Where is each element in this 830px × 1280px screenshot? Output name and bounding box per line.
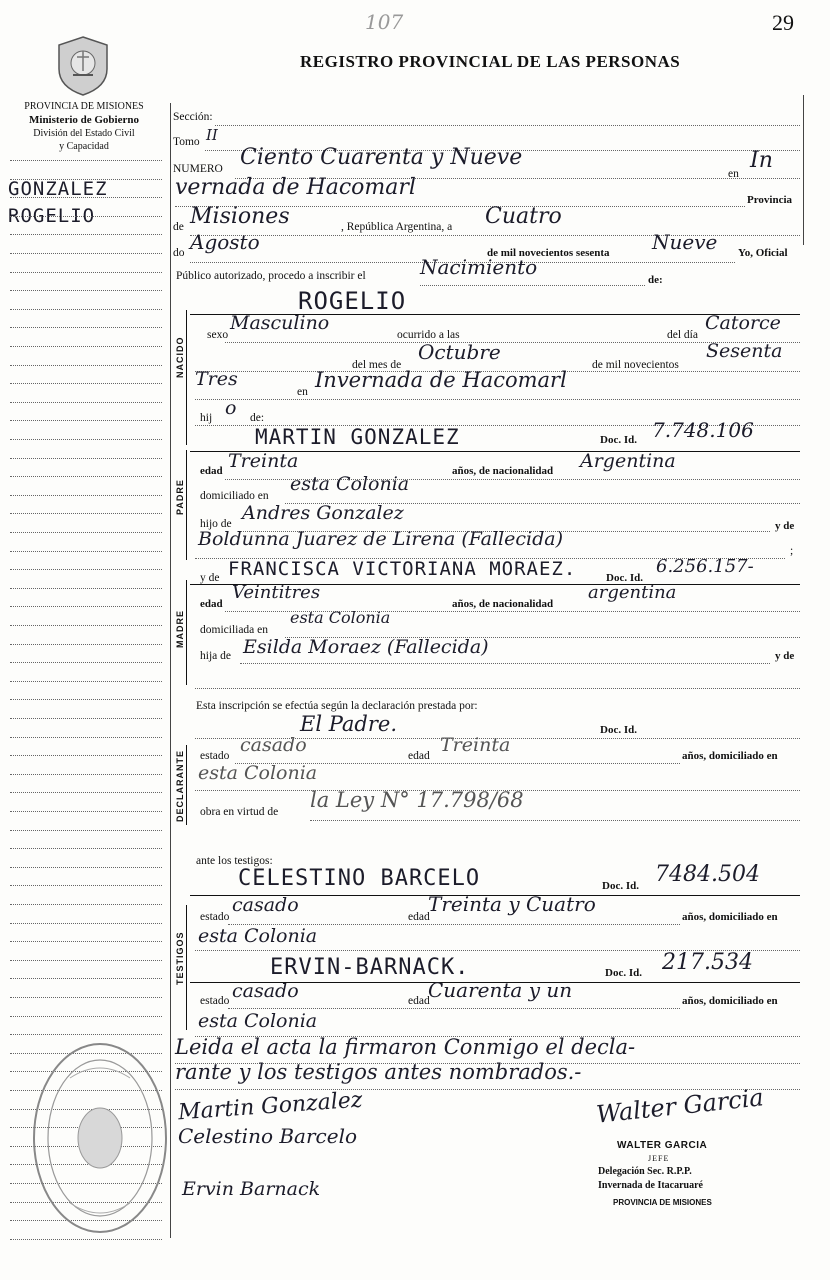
margin-rule [10,848,162,849]
stamp-line-2: JEFE [648,1154,670,1163]
dia-nac-value: Catorce [705,312,781,334]
madre-domicilio-label: domiciliada en [200,624,269,636]
decl-obra-label: obra en virtud de [200,806,279,818]
margin-rule [10,774,162,775]
signature-testigo1: Celestino Barcelo [178,1124,358,1148]
numero-continued: vernada de Hacomarl [175,175,416,200]
testigo1-estado-label: estado [200,911,230,923]
padre-nacionalidad-label: años, de nacionalidad [452,465,554,477]
tomo-value: II [206,126,218,144]
numero-label: NUMERO [173,163,223,175]
anio-nac-1-value: Sesenta [706,340,783,362]
padre-hijo-de-label: hijo de [200,518,232,530]
madre-doc-value: 6.256.157- [656,556,754,577]
margin-rule [10,476,162,477]
lugar-nac-value: Invernada de Hacomarl [315,368,567,392]
margin-rule [10,253,162,254]
margin-rule [10,923,162,924]
closing-line-2: rante y los testigos antes nombrados.- [175,1060,582,1084]
madre-hija-de-label: hija de [200,650,231,662]
testigo2-estado-value: casado [232,980,299,1002]
decl-estado-value: casado [240,734,307,756]
testigo2-domiciliado-label: años, domiciliado en [682,995,778,1007]
signature-padre: Martin Gonzalez [177,1087,364,1126]
side-label-madre: MADRE [175,610,185,648]
declarante-value: El Padre. [300,712,398,736]
padre-doc-label: Doc. Id. [600,434,637,446]
testigo1-domiciliado-label: años, domiciliado en [682,911,778,923]
testigo1-doc-value: 7484.504 [655,862,760,887]
anio-nac-2-value: Tres [195,368,238,390]
margin-rule [10,495,162,496]
margin-rule [10,458,162,459]
mes-nac-value: Octubre [418,340,501,364]
decl-domicilio-value: esta Colonia [198,762,318,784]
margin-rule [10,588,162,589]
padre-hijo-de-value: Andres Gonzalez [242,502,404,524]
margin-rule [10,402,162,403]
nombre-value: ROGELIO [298,287,407,315]
margin-surname: GONZALEZ [8,178,108,200]
dia-letras-value: Cuatro [485,204,562,229]
margin-rule [10,997,162,998]
margin-rule [10,1034,162,1035]
madre-nacionalidad-label: años, de nacionalidad [452,598,554,610]
closing-line-1: Leida el acta la firmaron Conmigo el decla- [175,1035,636,1059]
margin-rule [10,327,162,328]
margin-rule [10,830,162,831]
sexo-value: Masculino [230,312,330,334]
margin-rule [10,978,162,979]
mil-novecientos-label: de mil novecientos sesenta [487,247,610,259]
margin-rule [10,625,162,626]
decl-doc-label: Doc. Id. [600,724,637,736]
margin-rule [10,420,162,421]
seccion-label: Sección: [173,111,213,123]
madre-bar [186,580,187,685]
margin-rule [10,1016,162,1017]
decl-edad-value: Treinta [440,734,511,756]
margin-rule [10,1239,162,1240]
testigo2-estado-label: estado [200,995,230,1007]
padre-y-de-label: y de [775,520,795,532]
stamp-line-4: Invernada de Itacaruaré [598,1180,703,1191]
margin-rule [10,160,162,161]
coat-of-arms-icon [55,35,111,97]
ante-testigos-label: ante los testigos: [196,855,273,867]
provincia-label: Provincia [747,194,793,206]
de-colon-label: de: [648,274,663,286]
ocurrido-label: ocurrido a las [397,329,460,341]
margin-rule [10,737,162,738]
margin-rule [10,346,162,347]
official-seal-icon [30,1038,170,1238]
hij-label: hij [200,412,213,424]
decl-domiciliado-label: años, domiciliado en [682,750,778,762]
del-mes-label: del mes de [352,359,402,371]
nacido-bar [186,310,187,445]
margin-rule [10,885,162,886]
yo-oficial-label: Yo, Oficial [738,247,788,259]
right-frame-line [803,95,804,245]
hij-value: o [225,397,237,419]
stamp-line-5: PROVINCIA DE MISIONES [613,1198,712,1207]
side-label-declarante: DECLARANTE [175,750,185,822]
margin-rule [10,569,162,570]
inscripcion-label: Esta inscripción se efectúa según la declaración prestada por: [196,700,478,712]
sexo-label: sexo [207,329,229,341]
madre-hija-de-value: Esilda Moraez (Fallecida) [243,636,489,658]
declarante-bar [186,745,187,825]
republica-label: , República Argentina, a [341,221,453,233]
padre-doc-value: 7.748.106 [652,418,754,442]
semicolon-label: ; [790,545,794,557]
padre-edad-label: edad [200,465,223,477]
margin-rule [10,811,162,812]
margin-rule [10,439,162,440]
testigo2-domicilio-value: esta Colonia [198,1010,318,1032]
margin-rule [10,867,162,868]
margin-rule [10,532,162,533]
division-label-2: y Capacidad [59,141,109,152]
ministry-label: Ministerio de Gobierno [29,114,139,126]
madre-domicilio-value: esta Colonia [290,608,391,627]
margin-rule [10,718,162,719]
madre-y-de-label: y de [200,572,220,584]
testigo1-edad-label: edad [408,911,430,923]
document-title: REGISTRO PROVINCIAL DE LAS PERSONAS [300,52,681,71]
padre-bar [186,450,187,560]
division-label-1: División del Estado Civil [33,128,135,139]
anio-value: Nueve [652,230,718,254]
decl-edad-label: edad [408,750,430,762]
padre-edad-value: Treinta [228,450,299,472]
del-dia-label: del día [667,329,698,341]
testigo2-nombre-value: ERVIN-BARNACK. [270,955,470,980]
margin-rule [10,681,162,682]
en-value: In [750,148,773,173]
margin-rule [10,644,162,645]
decl-estado-label: estado [200,750,230,762]
madre-nombre-value: FRANCISCA VICTORIANA MORAEZ. [228,558,577,580]
decl-obra-value: la Ley N° 17.798/68 [310,788,524,812]
margin-rule [10,551,162,552]
de-colon-2-label: de: [250,412,265,424]
margin-rule [10,792,162,793]
side-label-padre: PADRE [175,479,185,515]
do-label: do [173,247,185,259]
margin-rule [10,662,162,663]
padre-domicilio-label: domiciliado en [200,490,269,502]
folio-number: 107 [365,10,404,34]
acto-value: Nacimiento [420,255,538,279]
testigo2-doc-label: Doc. Id. [605,967,642,979]
province-label: PROVINCIA DE MISIONES [24,101,144,112]
side-label-testigos: TESTIGOS [175,931,185,985]
stamp-line-3: Delegación Sec. R.P.P. [598,1166,692,1177]
padre-nombre-value: MARTIN GONZALEZ [255,425,460,449]
margin-rule [10,699,162,700]
testigos-bar [186,905,187,1030]
provincia-value: Misiones [190,204,290,229]
publico-label: Público autorizado, procedo a inscribir el [176,270,366,282]
margin-rule [10,383,162,384]
margin-rule [10,197,162,198]
margin-rule [10,272,162,273]
testigo2-doc-value: 217.534 [662,950,753,975]
margin-rule [10,513,162,514]
left-frame-line [170,103,171,1238]
margin-rule [10,179,162,180]
side-label-nacido: NACIDO [175,336,185,378]
padre-nacionalidad-value: Argentina [580,450,676,472]
margin-rule [10,365,162,366]
mes-value: Agosto [190,230,260,254]
madre-edad-label: edad [200,598,223,610]
mil-novecientos-2-label: de mil novecientos [592,359,679,371]
padre-hijo-de-2-value: Boldunna Juarez de Lirena (Fallecida) [198,528,563,550]
madre-doc-label: Doc. Id. [606,572,643,584]
de-label: de [173,221,184,233]
testigo2-edad-value: Cuarenta y un [428,978,573,1002]
madre-edad-value: Veintitres [232,582,321,603]
margin-rule [10,216,162,217]
padre-domicilio-value: esta Colonia [290,473,410,495]
margin-rule [10,290,162,291]
page-number: 29 [772,10,794,35]
signature-testigo2: Ervin Barnack [182,1178,321,1200]
margin-rule [10,309,162,310]
margin-rule [10,606,162,607]
stamp-line-1: WALTER GARCIA [617,1140,708,1151]
margin-rule [10,960,162,961]
en-label: en [728,168,739,180]
en-2-label: en [297,386,308,398]
margin-rule [10,755,162,756]
testigo1-edad-value: Treinta y Cuatro [428,892,596,916]
testigo1-estado-value: casado [232,894,299,916]
margin-rule [10,904,162,905]
numero-value: Ciento Cuarenta y Nueve [240,145,523,170]
madre-nacionalidad-value: argentina [588,582,677,603]
testigo1-nombre-value: CELESTINO BARCELO [238,866,481,891]
madre-y-de-2-label: y de [775,650,795,662]
signature-oficial: Walter Garcia [594,1083,765,1129]
testigo2-edad-label: edad [408,995,430,1007]
margin-given-name: ROGELIO [8,205,96,227]
margin-rule [10,941,162,942]
tomo-label: Tomo [173,136,200,148]
testigo1-domicilio-value: esta Colonia [198,925,318,947]
margin-rule [10,234,162,235]
testigo1-doc-label: Doc. Id. [602,880,639,892]
